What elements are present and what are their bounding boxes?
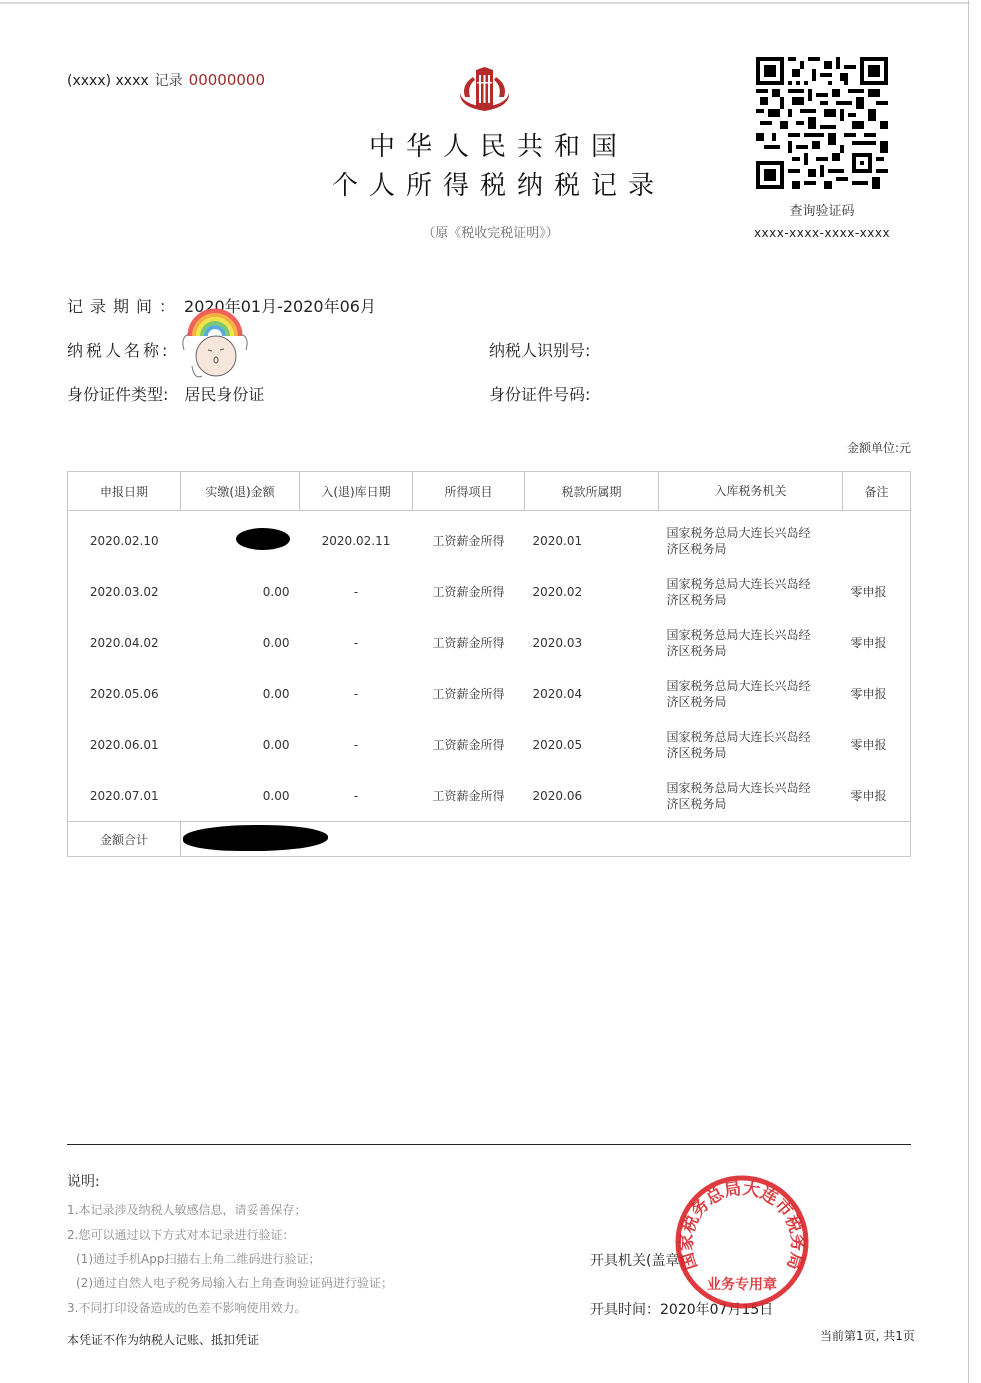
amount-unit: 金额单位:元 bbox=[846, 441, 911, 455]
total-label: 金额合计 bbox=[68, 822, 181, 857]
remark bbox=[843, 511, 911, 567]
record-prefix: (xxxx) xxxx bbox=[67, 73, 149, 89]
col-amount: 实缴(退)金额 bbox=[181, 472, 300, 511]
amount-redacted bbox=[181, 511, 300, 567]
authority-line2: 济区税务局 bbox=[666, 745, 727, 760]
authority-line1: 国家税务总局大连长兴岛经 bbox=[666, 678, 811, 693]
tax-bureau-emblem-icon bbox=[457, 67, 512, 113]
page-info: 当前第1页, 共1页 bbox=[820, 1329, 915, 1343]
svg-text:国家税务总局大连市税务局 bbox=[676, 1178, 809, 1272]
income-item: 工资薪金所得 bbox=[432, 687, 505, 701]
notes-title: 说明: bbox=[67, 1174, 100, 1190]
declare-date: 2020.06.01 bbox=[89, 737, 159, 752]
remark: 零申报 bbox=[850, 789, 887, 803]
remark: 零申报 bbox=[850, 738, 887, 752]
right-edge-line bbox=[968, 0, 969, 1383]
amount: 0.00 bbox=[262, 635, 290, 650]
taxpayer-name-label: 纳税人名称: bbox=[67, 341, 171, 360]
disclaimer: 本凭证不作为纳税人记账、抵扣凭证 bbox=[67, 1333, 260, 1347]
amount: 0.00 bbox=[262, 584, 290, 599]
title-country: 中华人民共和国 bbox=[368, 132, 628, 162]
remark: 零申报 bbox=[850, 687, 887, 701]
tax-authority bbox=[659, 668, 843, 719]
taxpayer-id bbox=[489, 338, 590, 361]
tax-period: 2020.01 bbox=[532, 533, 583, 548]
subtitle-former-name: （原《税收完税证明》） bbox=[422, 226, 559, 241]
id-type-label: 身份证件类型: bbox=[67, 385, 169, 404]
top-edge-line bbox=[0, 2, 970, 4]
income-item: 工资薪金所得 bbox=[432, 585, 505, 599]
tax-period: 2020.02 bbox=[532, 584, 583, 599]
storage-date: - bbox=[353, 788, 359, 803]
verify-code: xxxx-xxxx-xxxx-xxxx bbox=[753, 226, 891, 240]
authority-line2: 济区税务局 bbox=[666, 643, 727, 658]
id-number bbox=[489, 382, 590, 405]
col-income-item: 所得项目 bbox=[413, 472, 525, 511]
tax-period: 2020.03 bbox=[532, 635, 583, 650]
qr-code-icon[interactable] bbox=[756, 57, 888, 189]
storage-date: - bbox=[353, 584, 359, 599]
tax-record-table bbox=[67, 471, 911, 857]
declare-date: 2020.04.02 bbox=[89, 635, 159, 650]
tax-period: 2020.05 bbox=[532, 737, 583, 752]
income-item: 工资薪金所得 bbox=[432, 738, 505, 752]
seal-outer-text: 国家税务总局大连市税务局 bbox=[676, 1178, 808, 1273]
authority-line2: 济区税务局 bbox=[666, 592, 727, 607]
seal-inner-text: 业务专用章 bbox=[707, 1277, 777, 1293]
amount: 0.00 bbox=[262, 737, 290, 752]
record-period-value: 2020年01月-2020年06月 bbox=[184, 297, 376, 316]
table-row bbox=[68, 719, 911, 770]
authority-line1: 国家税务总局大连长兴岛经 bbox=[666, 525, 811, 540]
authority-line1: 国家税务总局大连长兴岛经 bbox=[666, 780, 811, 795]
col-storage-date: 入(退)库日期 bbox=[300, 472, 413, 511]
note-item: 2.您可以通过以下方式对本记录进行验证： bbox=[67, 1228, 295, 1242]
storage-date: 2020.02.11 bbox=[321, 533, 391, 548]
authority-line1: 国家税务总局大连长兴岛经 bbox=[666, 729, 811, 744]
col-remark: 备注 bbox=[843, 472, 911, 511]
income-item: 工资薪金所得 bbox=[432, 789, 505, 803]
redaction-mark bbox=[236, 528, 290, 550]
record-label: 记录 bbox=[154, 73, 183, 89]
issuer-label: 开具机关(盖章) bbox=[590, 1253, 685, 1269]
authority-line2: 济区税务局 bbox=[666, 796, 727, 811]
table-header-row bbox=[68, 472, 911, 511]
tax-period: 2020.04 bbox=[532, 686, 583, 701]
authority-line1: 国家税务总局大连长兴岛经 bbox=[666, 627, 811, 642]
note-item: (1)通过手机App扫描右上角二维码进行验证； bbox=[76, 1252, 321, 1266]
total-row bbox=[68, 822, 911, 857]
amount: 0.00 bbox=[262, 686, 290, 701]
record-number-line bbox=[67, 70, 265, 90]
authority-line2: 济区税务局 bbox=[666, 694, 727, 709]
rainbow-sticker-icon bbox=[180, 306, 250, 386]
col-declare-date: 申报日期 bbox=[68, 472, 181, 511]
remark: 零申报 bbox=[850, 585, 887, 599]
table-row bbox=[68, 668, 911, 719]
title-document: 个人所得税纳税记录 bbox=[331, 171, 665, 201]
storage-date: - bbox=[353, 635, 359, 650]
issue-time-value: 2020年07月15日 bbox=[660, 1302, 774, 1318]
redaction-mark bbox=[183, 825, 328, 851]
tax-authority bbox=[659, 617, 843, 668]
col-tax-authority: 入库税务机关 bbox=[659, 472, 843, 511]
col-tax-period: 税款所属期 bbox=[525, 472, 659, 511]
authority-line1: 国家税务总局大连长兴岛经 bbox=[666, 576, 811, 591]
footer-divider bbox=[67, 1144, 911, 1145]
declare-date: 2020.02.10 bbox=[89, 533, 159, 548]
income-item: 工资薪金所得 bbox=[432, 636, 505, 650]
id-number-label: 身份证件号码: bbox=[489, 385, 591, 404]
authority-line2: 济区税务局 bbox=[666, 541, 727, 556]
table-row bbox=[68, 617, 911, 668]
tax-authority bbox=[659, 511, 843, 567]
income-item: 工资薪金所得 bbox=[432, 534, 505, 548]
table-row bbox=[68, 566, 911, 617]
tax-authority bbox=[659, 719, 843, 770]
remark: 零申报 bbox=[850, 636, 887, 650]
official-seal-icon bbox=[672, 1172, 812, 1312]
tax-authority bbox=[659, 566, 843, 617]
qr-verify-label: 查询验证码 bbox=[789, 204, 855, 219]
record-number: 00000000 bbox=[188, 71, 266, 89]
total-value-redacted bbox=[181, 822, 911, 857]
storage-date: - bbox=[353, 737, 359, 752]
table-row bbox=[68, 511, 911, 567]
note-item: 1.本记录涉及纳税人敏感信息，请妥善保存； bbox=[67, 1203, 307, 1217]
tax-authority bbox=[659, 770, 843, 822]
taxpayer-id-label: 纳税人识别号: bbox=[489, 341, 591, 360]
id-type-value: 居民身份证 bbox=[184, 385, 265, 404]
declare-date: 2020.03.02 bbox=[89, 584, 159, 599]
record-period-label: 记录期间： bbox=[67, 297, 183, 316]
note-item: 3.不同打印设备造成的色差不影响使用效力。 bbox=[67, 1301, 307, 1315]
tax-period: 2020.06 bbox=[532, 788, 583, 803]
table-row bbox=[68, 770, 911, 822]
issue-time-label: 开具时间： bbox=[590, 1302, 660, 1318]
declare-date: 2020.05.06 bbox=[89, 686, 159, 701]
storage-date: - bbox=[353, 686, 359, 701]
taxpayer-name bbox=[67, 338, 170, 361]
declare-date: 2020.07.01 bbox=[89, 788, 159, 803]
amount: 0.00 bbox=[262, 788, 290, 803]
note-item: (2)通过自然人电子税务局输入右上角查询验证码进行验证； bbox=[76, 1276, 394, 1290]
